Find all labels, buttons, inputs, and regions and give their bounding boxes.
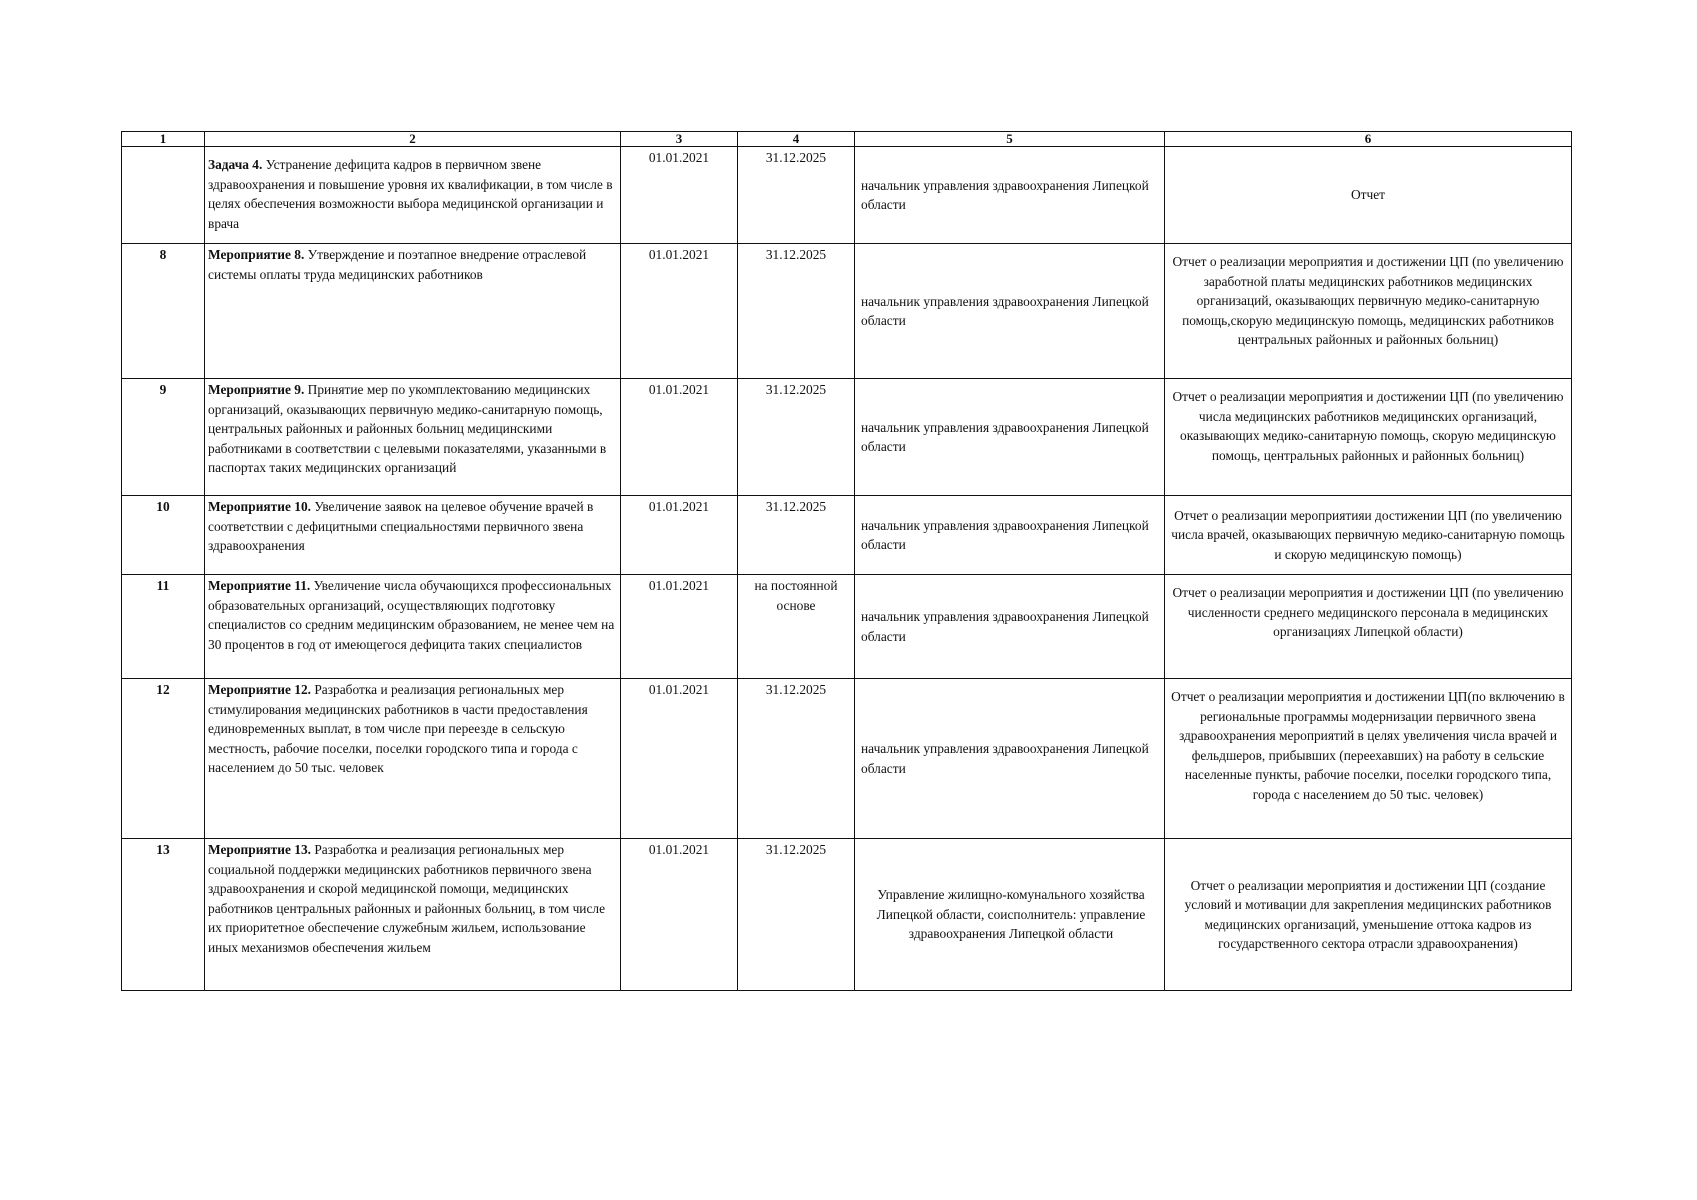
table-row: [122, 379, 1572, 496]
row-number: 12: [122, 679, 205, 839]
table-row: [122, 147, 1572, 244]
row-responsible: начальник управления здравоохранения Липецкой области: [855, 496, 1165, 575]
col-header-1: 1: [122, 132, 205, 147]
table-row: [122, 244, 1572, 379]
row-start-date: 01.01.2021: [621, 379, 738, 496]
row-start-date: 01.01.2021: [621, 496, 738, 575]
activities-table: [121, 131, 1572, 991]
row-end-date: на постоянной основе: [738, 575, 855, 679]
col-header-3: 3: [621, 132, 738, 147]
row-result: Отчет о реализации мероприятия и достижении ЦП (создание условий и мотивации для закрепления медицинских работников медицинских организаций, уменьшение оттока кадров из государственного сектора отрасли здравоохранения): [1165, 839, 1572, 991]
row-end-date: 31.12.2025: [738, 679, 855, 839]
row-title: [205, 575, 621, 679]
row-title: [205, 839, 621, 991]
row-end-date: 31.12.2025: [738, 496, 855, 575]
col-header-4: 4: [738, 132, 855, 147]
table-row: [122, 839, 1572, 991]
row-end-date: 31.12.2025: [738, 244, 855, 379]
row-title-text: Разработка и реализация региональных мер стимулирования медицинских работников в части предоставления единовременных выплат, в том числе при переезде в сельскую местность, рабочие поселки, поселки городского типа и города с населением до 50 тыс. человек: [208, 682, 588, 775]
row-title-text: Принятие мер по укомплектованию медицинских организаций, оказывающих первичную медико-санитарную помощь, центральных районных и районных больниц медицинскими работниками в соответствии с целевыми показателями, указанными в паспортах таких медицинских организаций: [208, 382, 607, 475]
row-title-text: Устранение дефицита кадров в первичном звене здравоохранения и повышение уровня их квалификации, в том числе в целях обеспечения возможности выбора медицинской организации и врача: [208, 157, 613, 231]
col-header-2: 2: [205, 132, 621, 147]
row-number: 10: [122, 496, 205, 575]
col-header-6: 6: [1165, 132, 1572, 147]
row-result: Отчет о реализации мероприятия и достижении ЦП (по увеличению числа медицинских работников медицинских организаций, оказывающих медико-санитарную помощь, скорую медицинскую помощь, центральных районных и районных больниц): [1165, 379, 1572, 496]
row-result: Отчет о реализации мероприятияи достижении ЦП (по увеличению числа врачей, оказывающих первичную медико-санитарную помощь и скорую медицинскую помощь): [1165, 496, 1572, 575]
row-title: [205, 679, 621, 839]
row-responsible: начальник управления здравоохранения Липецкой области: [855, 575, 1165, 679]
row-start-date: 01.01.2021: [621, 679, 738, 839]
row-title-label: Мероприятие 12.: [208, 682, 311, 697]
row-number: 9: [122, 379, 205, 496]
row-number: [122, 147, 205, 244]
column-number-row: [122, 132, 1572, 147]
row-number: 8: [122, 244, 205, 379]
row-end-date: 31.12.2025: [738, 839, 855, 991]
document-sheet: [121, 131, 1571, 991]
row-result: Отчет о реализации мероприятия и достижении ЦП (по увеличению заработной платы медицинских работников медицинских организаций, оказывающих первичную медико-санитарную помощь,скорую медицинскую помощь, медицинских работников центральных районных и районных больниц): [1165, 244, 1572, 379]
row-title-text: Увеличение заявок на целевое обучение врачей в соответствии с дефицитными специальностями первичного звена здравоохранения: [208, 499, 594, 553]
row-title-label: Задача 4.: [208, 157, 263, 172]
row-end-date: 31.12.2025: [738, 147, 855, 244]
col-header-5: 5: [855, 132, 1165, 147]
row-result: Отчет о реализации мероприятия и достижении ЦП (по увеличению численности среднего медицинского персонала в медицинских организациях Липецкой области): [1165, 575, 1572, 679]
row-result: Отчет о реализации мероприятия и достижении ЦП(по включению в региональные программы модернизации первичного звена здравоохранения мероприятий в целях увеличения числа врачей и фельдшеров, прибывших (переехавших) на работу в сельские населенные пункты, рабочие поселки, поселки городского типа, города с населением до 50 тыс. человек): [1165, 679, 1572, 839]
row-start-date: 01.01.2021: [621, 575, 738, 679]
row-title: [205, 147, 621, 244]
row-title-text: Утверждение и поэтапное внедрение отраслевой системы оплаты труда медицинских работников: [208, 247, 587, 282]
row-number: 11: [122, 575, 205, 679]
row-start-date: 01.01.2021: [621, 244, 738, 379]
row-title-label: Мероприятие 10.: [208, 499, 311, 514]
row-title-text: Увеличение числа обучающихся профессиональных образовательных организаций, осуществляющих подготовку специалистов со средним медицинским образованием, не менее чем на 30 процентов в год от имеющегося дефицита таких специалистов: [208, 578, 615, 652]
row-start-date: 01.01.2021: [621, 839, 738, 991]
row-title: [205, 379, 621, 496]
row-responsible: начальник управления здравоохранения Липецкой области: [855, 244, 1165, 379]
row-title-label: Мероприятие 11.: [208, 578, 311, 593]
row-responsible: начальник управления здравоохранения Липецкой области: [855, 147, 1165, 244]
row-title-text: Разработка и реализация региональных мер социальной поддержки медицинских работников первичного звена здравоохранения и скорой медицинской помощи, медицинских работников центральных районных и районных больниц, в том числе их приоритетное обеспечение служебным жильем, использование иных механизмов обеспечения жильем: [208, 842, 606, 955]
row-number: 13: [122, 839, 205, 991]
row-title-label: Мероприятие 9.: [208, 382, 305, 397]
row-end-date: 31.12.2025: [738, 379, 855, 496]
table-row: [122, 575, 1572, 679]
row-responsible: Управление жилищно-комунального хозяйства Липецкой области, соисполнитель: управление здравоохранения Липецкой области: [855, 839, 1165, 991]
row-title: [205, 244, 621, 379]
table-row: [122, 496, 1572, 575]
row-title-label: Мероприятие 13.: [208, 842, 311, 857]
row-responsible: начальник управления здравоохранения Липецкой области: [855, 379, 1165, 496]
table-row: [122, 679, 1572, 839]
row-result: Отчет: [1165, 147, 1572, 244]
row-responsible: начальник управления здравоохранения Липецкой области: [855, 679, 1165, 839]
row-title-label: Мероприятие 8.: [208, 247, 305, 262]
row-start-date: 01.01.2021: [621, 147, 738, 244]
row-title: [205, 496, 621, 575]
